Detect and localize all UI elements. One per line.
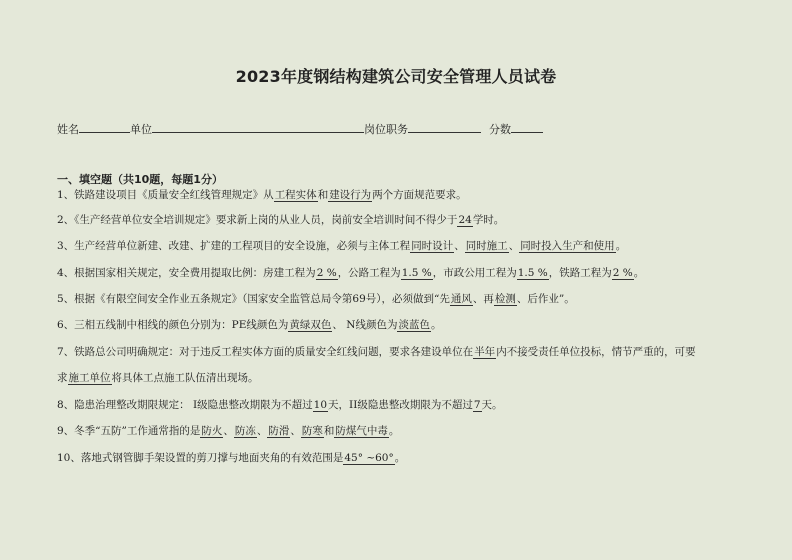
answer-blank: 检测 — [494, 293, 516, 305]
question-7-continued — [57, 371, 259, 385]
answer-blank: 2 % — [612, 267, 633, 279]
answer-blank: 防滑 — [268, 425, 290, 437]
answer-blank: 淡蓝色 — [398, 319, 430, 331]
answer-blank: 黄绿双色 — [289, 319, 332, 331]
question-2 — [57, 213, 504, 227]
question-text: 、 — [454, 240, 465, 252]
question-text: 2、《生产经营单位安全培训规定》要求新上岗的从业人员，岗前安全培训时间不得少于 — [57, 214, 458, 226]
question-text: 3、生产经营单位新建、改建、扩建的工程项目的安全设施，必须与主体工程 — [57, 240, 411, 252]
question-text: 、 — [508, 240, 520, 252]
question-text: 、 — [223, 425, 234, 437]
question-text: 5、根据《有限空间安全作业五条规定》（国家安全监管总局令第69号），必须做到“先 — [57, 293, 450, 305]
question-text: 将具体工点施工队伍清出现场。 — [111, 372, 259, 384]
answer-blank: 防寒 — [301, 425, 323, 437]
question-text: 。 — [430, 319, 442, 331]
score-field[interactable] — [511, 121, 543, 133]
question-text: 。 — [388, 425, 400, 437]
question-text: 天，II级隐患整改期限为不超过 — [328, 399, 473, 411]
answer-blank: 工程实体 — [274, 189, 317, 201]
name-field[interactable] — [79, 121, 130, 133]
question-text: 天。 — [481, 399, 503, 411]
question-text: 、后作业”。 — [516, 293, 575, 305]
answer-blank: 防火 — [201, 425, 223, 437]
question-text: 7、铁路总公司明确规定：对于违反工程实体方面的质量安全红线问题，要求各建设单位在 — [57, 346, 474, 358]
answer-blank: 同时施工 — [465, 240, 508, 252]
answer-blank: 7 — [473, 399, 481, 411]
answer-blank: 45° ~60° — [344, 452, 394, 464]
question-7 — [57, 345, 696, 359]
unit-label: 单位 — [130, 123, 152, 136]
answer-blank: 通风 — [450, 293, 472, 305]
question-text: 。 — [633, 267, 645, 279]
question-3 — [57, 239, 626, 253]
answer-blank: 同时投入生产和使用 — [520, 240, 615, 252]
section-heading: 一、填空题（共10题，每题1分） — [57, 173, 223, 186]
question-text: 。 — [394, 452, 406, 464]
question-text: ，铁路工程为 — [548, 267, 612, 279]
answer-blank: 半年 — [474, 346, 496, 358]
question-1 — [57, 188, 467, 202]
question-text: 、 — [256, 425, 268, 437]
question-text: 8、隐患治理整改期限规定： I级隐患整改期限为不超过 — [57, 399, 313, 411]
answer-blank: 同时设计 — [411, 240, 454, 252]
question-text: 9、冬季“五防”工作通常指的是 — [57, 425, 201, 437]
answer-blank: 施工单位 — [68, 372, 111, 384]
question-text: 6、三相五线制中相线的颜色分别为：PE线颜色为 — [57, 319, 289, 331]
question-10 — [57, 451, 405, 465]
position-field[interactable] — [408, 121, 481, 133]
answer-blank: 防煤气中毒 — [335, 425, 388, 437]
position-label: 岗位职务 — [364, 123, 408, 136]
answer-blank: 2 % — [316, 267, 337, 279]
question-text: 学时。 — [472, 214, 505, 226]
answer-blank: 10 — [313, 399, 328, 411]
unit-field[interactable] — [152, 121, 364, 133]
question-text: 、 — [290, 425, 301, 437]
question-text: 内不接受责任单位投标，情节严重的，可要 — [496, 346, 696, 358]
answer-blank: 1.5 % — [401, 267, 432, 279]
question-text: ，公路工程为 — [337, 267, 401, 279]
question-text: ，市政公用工程为 — [432, 267, 517, 279]
answer-blank: 建设行为 — [329, 189, 372, 201]
question-8 — [57, 398, 503, 412]
question-text: 10、落地式钢管脚手架设置的剪刀撑与地面夹角的有效范围是 — [57, 452, 344, 464]
answer-blank: 1.5 % — [517, 267, 548, 279]
question-5 — [57, 292, 575, 306]
question-text: 4、根据国家相关规定，安全费用提取比例：房建工程为 — [57, 267, 316, 279]
answer-blank: 防冻 — [234, 425, 256, 437]
question-text: 、 N线颜色为 — [332, 319, 398, 331]
question-text: 1、铁路建设项目《质量安全红线管理规定》从 — [57, 189, 274, 201]
question-text: 和 — [317, 189, 329, 201]
question-9 — [57, 424, 399, 438]
page-title: 2023年度钢结构建筑公司安全管理人员试卷 — [235, 67, 557, 86]
question-text: 求 — [57, 372, 68, 384]
question-text: 和 — [323, 425, 335, 437]
score-label: 分数 — [489, 123, 511, 136]
name-label: 姓名 — [57, 123, 79, 136]
answer-blank: 24 — [458, 214, 472, 226]
question-text: 、再 — [472, 293, 494, 305]
question-text: 两个方面规范要求。 — [372, 189, 467, 201]
question-text: 。 — [615, 240, 627, 252]
student-info-row — [57, 121, 543, 137]
question-4 — [57, 266, 644, 280]
question-6 — [57, 318, 441, 332]
